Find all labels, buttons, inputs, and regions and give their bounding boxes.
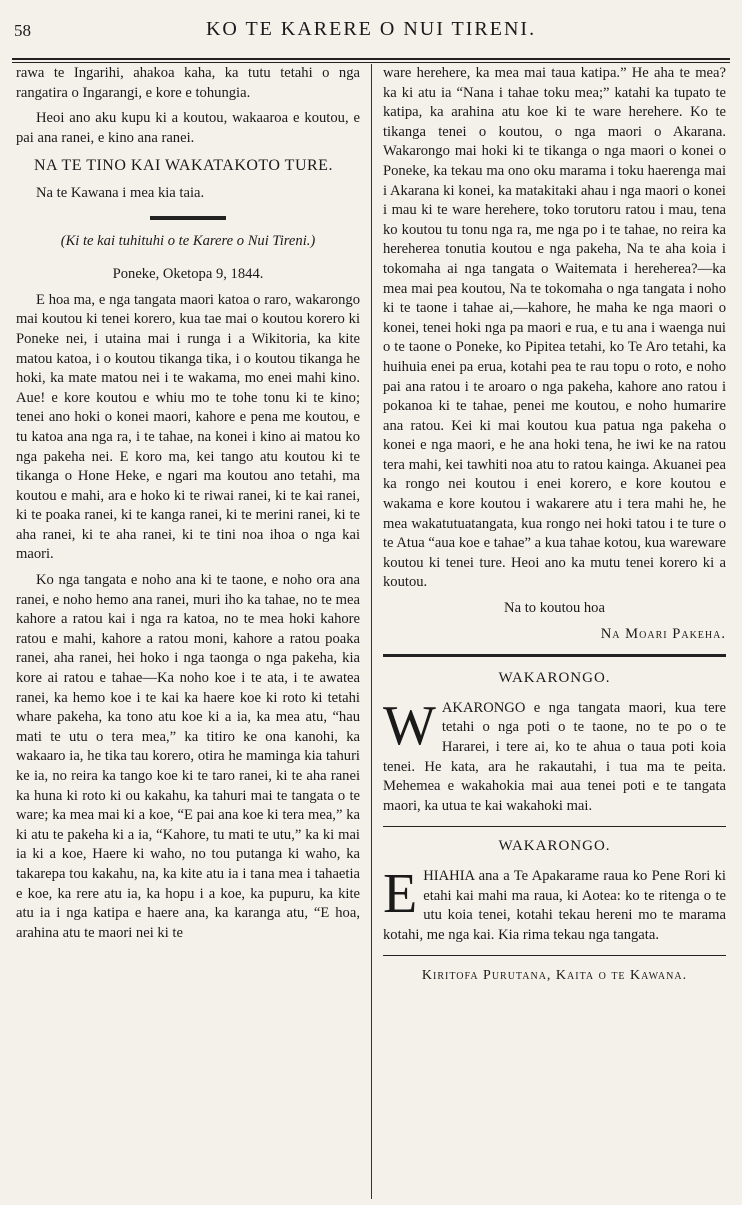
- masthead-title: KO TE KARERE O NUI TIRENI.: [205, 18, 537, 40]
- column-divider: [371, 64, 372, 1199]
- page-number: 58: [14, 21, 31, 40]
- notice-title: WAKARONGO.: [498, 670, 611, 687]
- letter-signature: Na Moari Pakeha.: [600, 625, 726, 642]
- right-column: [383, 64, 726, 992]
- section-rule: [383, 654, 726, 657]
- header-rule: [12, 58, 730, 60]
- publication-note: Na te Kawana i mea kia taia.: [36, 184, 205, 201]
- letter-closing: Na to koutou hoa: [504, 600, 605, 617]
- notice-body: [383, 694, 726, 817]
- footer-signature: Kiritofa Purutana, Kaita o te Kawana.: [421, 968, 688, 984]
- notice-text: HIAHIA ana a Te Apakarame raua ko Pene Rori ki etahi kai mahi ma raua, ki Aotea: ko te ritenga o te utu koia tenei, kotahi tekau hereni mo te marama kotahi, me nga kai. Kia rima tekau nga tangata.: [383, 867, 726, 943]
- proclamation-signature: NA TE TINO KAI WAKATAKOTO TURE.: [34, 157, 333, 175]
- letter-dateline: Poneke, Oketopa 9, 1844.: [112, 266, 264, 283]
- paragraph: rawa te Ingarihi, ahakoa kaha, ka tutu tetahi o nga rangatira o Ingarangi, e kore e tohungia.: [16, 65, 360, 101]
- letter-heading: (Ki te kai tuhituhi o te Karere o Nui Tireni.): [60, 232, 316, 249]
- paragraph: Heoi ano aku kupu ki a koutou, wakaaroa e koutou, e pai ana ranei, e kino ana ranei.: [16, 110, 360, 146]
- notice-title: WAKARONGO.: [498, 838, 611, 855]
- paragraph: ware herehere, ka mea mai taua katipa.” He aha te mea? ka ki atu ia “Nana i tahae toku mea;” katahi ka tupato te katipa, ka arahina atu koe ki te ware herehere. Ko te tikanga tenei o koutou, o nga maori o Akarana. Wakarongo mai hoki ki te tikanga o nga maori o konei o Poneke, ka tekau ma ono oku marama i toku haerenga mai i Akarana ki konei, ka matakitaki ahau i nga maori o konei i mau ki te ware herehere, toko torutoru ratou i mau, tena ko koutou tu tonu nga ra, me nga po i te tahae, no reira ka hereherea tonutia koutou e nga pakeha, Na te aha koia i tokomaha ai nga tangata o Waitemata i hereherea?—ka mea mai pea koutou, Na te tokomaha o nga tangata i noho ki te taone i tahae ai,—kahore, he maha ke nga maori o konei, tenei hoki nga pa maori e rua, e tu ana i waenga nui o te taone o Poneke, ko Pipitea tetahi, ko Te Aro tetahi, ka huihuia enei pa erua, kotahi pea te rau topu o roto, e noho pai ana ratou i te aroaro o nga pakeha, kahore ano ratou i pokanoa ki te tahae, penei me koutou, e noho humarire ana ratou. Kei ki mai koutou kua patua nga pakeha o konei e nga maori, e he ana hoki tena, he iwi ke na ratou tera mahi, kei tawhiti noa atu to ratou kainga. Akuanei pea ka rongo nei koutou i enei korero, e kore koutou e wakama e kore koutou i wakarere atu i tera mahi he, he mea wakatutuatangata, kua rongo nei hoki tatou i te ture o te Atua “aua koe e tahae” a kua tahae kotou, kua wareware koutou ki tenei ture. Heoi ano ka mutu tenei korero ki a koutou.: [383, 65, 726, 591]
- paragraph: Ko nga tangata e noho ana ki te taone, e noho ora ana ranei, e noho hemo ana ranei, muri iho ka tahae, no te mea kahore a ratou kai i nga ra katoa, no te mea hoki kahore ratou e mahi, kahore a ratou moni, kahore a ratou poaka ranei, aha ranei, hei hoko i nga taonga o nga pakeha, kia kore ai ratou e tahae—Ka noho koe i te ata, i te awatea ranei, ka hemo koe i te kai ka haere koe ki roto ki tetahi whare pakeha, ka tono atu koe ki a ia, ka mea atu, “hau mati te utu o tera mea,” ka titiro ke ona kanohi, ka wakaaro ia, he tika tau korero, otira he maminga kia tahuri ke ia, no reira ka tango koe ki te taro ranei, ki te aha ranei ka huna ki roto ki ou kakahu, ka tahuri mai te tangata o te ware; ka mea mai ki a koe, “E pai ana koe ki tera mea,” ka ki atu te pakeha ki a ia, “Kahore, tu mati te utu,” ka ki mai ia ki a koe, Haere ki waho, no tou putanga ki waho, ka takarepa tou kakahu, na, ka kite atu ia i tana mea i tahaetia e koe, ka rere atu ia, ka hopu i a koe, ka pupuru, ka kite atu ia i nga katipa e haere ana, ka karanga atu, “E hoa, arahina atu te maori nei ki te: [16, 572, 360, 941]
- drop-cap: W: [383, 694, 436, 757]
- paragraph: E hoa ma, e nga tangata maori katoa o raro, wakarongo mai koutou ki tenei korero, kua tae mai o koutou korero ki Poneke nei, i utaina mai i runga i a Wikitoria, ka kite matou katoa, i o koutou tikanga tika, i o koutou tikanga he hoki, ka mate matou nei i te wakama, mo enei mahi kino. Aue! e kore koutou e whiu mo te tohe tonu ki te kino; tenei ano hoki o konei maori, kahore e pena me koutou, e tu katoa ana nga ra, i te tahae, na konei i kino ai matou ko nga pakeha nei. E koro ma, kei tango atu koutou ki te tikanga o Hone Heke, e ngari ma koutou ano tetahi, ma koutou e mahi, ara e hoko ki te riwai ranei, ki te kai ranei, ki te poaka ranei, ki te kanga ranei, ki te merini ranei, ki te aha ranei, ki te aha ranei, ki te tini noa ihoa o nga kai maori.: [16, 291, 360, 563]
- page-header: [0, 18, 742, 46]
- drop-cap: E: [383, 862, 418, 925]
- notice-text: AKARONGO e nga tangata maori, kua tere tetahi o nga poti o te taone, no te po o te Hararei, i tere ai, ko te ahua o taua poti koia tenei. He kata, ara he rakautahi, i tua ma te peita. Mehemea e wakahokia mai aua tenei poti e te tangata maori, ka utua te kai wakahoki mai.: [383, 699, 726, 814]
- section-rule: [383, 826, 726, 827]
- header-rule-thin: [12, 62, 730, 63]
- left-column: [16, 64, 360, 949]
- section-rule: [383, 955, 726, 956]
- notice-body: [383, 862, 726, 945]
- section-rule: [150, 216, 226, 220]
